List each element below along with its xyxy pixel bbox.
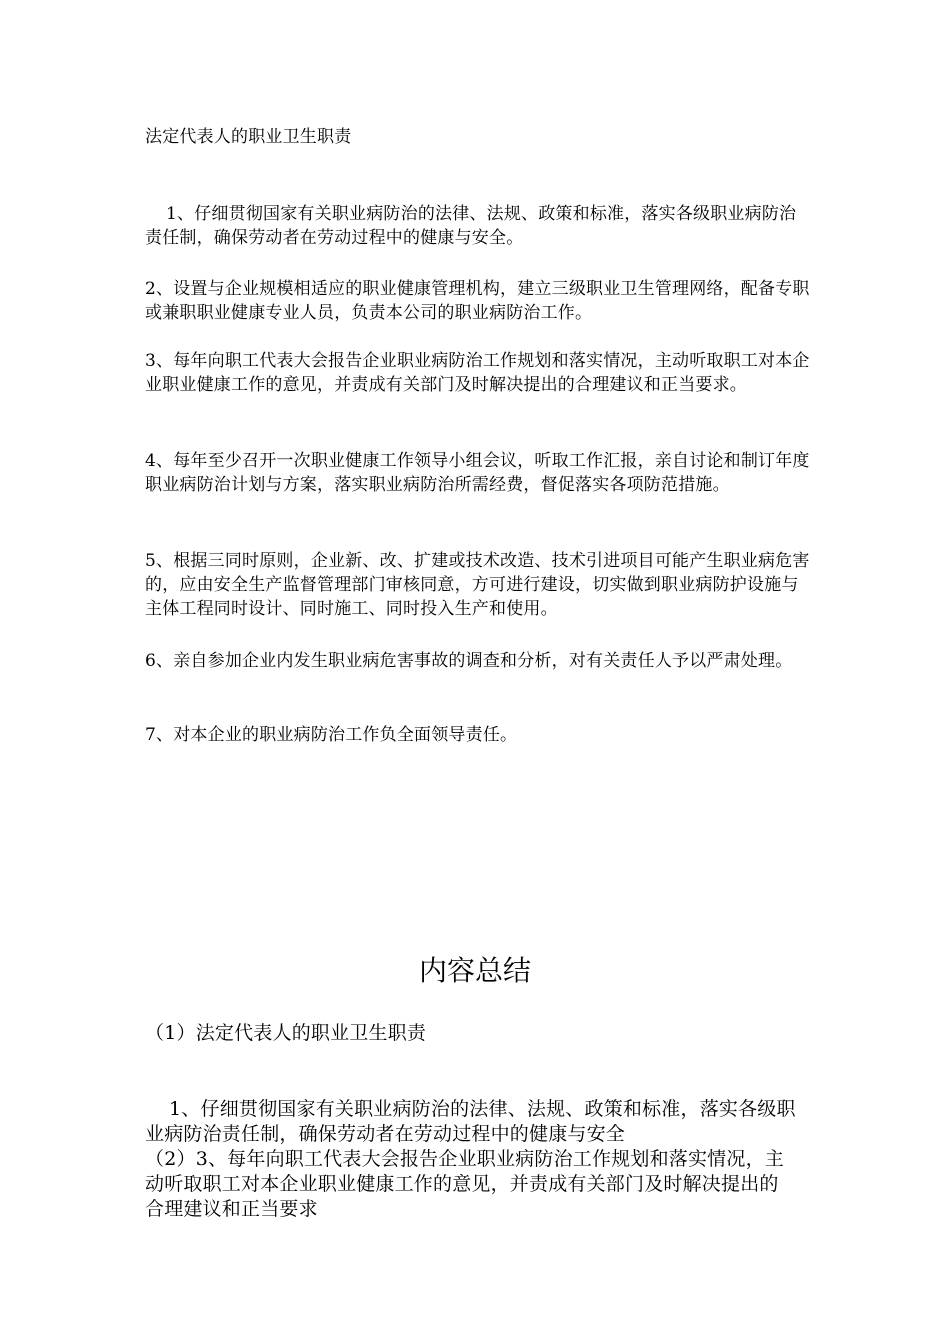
paragraph-3: 3、每年向职工代表大会报告企业职业病防治工作规划和落实情况，主动听取职工对本企业职业健康工作的意见，并责成有关部门及时解决提出的合理建议和正当要求。: [145, 351, 810, 395]
paragraph-6: 6、亲自参加企业内发生职业病危害事故的调查和分析，对有关责任人予以严肃处理。: [145, 651, 793, 671]
paragraph-2: 2、设置与企业规模相适应的职业健康管理机构，建立三级职业卫生管理网络，配备专职或兼职职业健康专业人员，负责本公司的职业病防治工作。: [145, 279, 810, 323]
summary-line-2: 1、仔细贯彻国家有关职业病防治的法律、法规、政策和标准，落实各级职业病防治责任制，确保劳动者在劳动过程中的健康与安全: [145, 1098, 796, 1145]
summary-heading: 内容总结: [418, 954, 531, 987]
paragraph-5: 5、根据三同时原则，企业新、改、扩建或技术改造、技术引进项目可能产生职业病危害的，应由安全生产监督管理部门审核同意，方可进行建设，切实做到职业病防护设施与主体工程同时设计、同时施工、同时投入生产和使用。: [145, 551, 810, 619]
summary-line-3: （2）3、每年向职工代表大会报告企业职业病防治工作规划和落实情况，主动听取职工对本企业职业健康工作的意见，并责成有关部门及时解决提出的合理建议和正当要求: [145, 1148, 784, 1220]
paragraph-1: 1、仔细贯彻国家有关职业病防治的法律、法规、政策和标准，落实各级职业病防治责任制，确保劳动者在劳动过程中的健康与安全。: [145, 204, 797, 248]
paragraph-4: 4、每年至少召开一次职业健康工作领导小组会议，听取工作汇报，亲自讨论和制订年度职业病防治计划与方案，落实职业病防治所需经费，督促落实各项防范措施。: [145, 451, 810, 495]
summary-line-1: （1）法定代表人的职业卫生职责: [145, 1022, 427, 1044]
paragraph-7: 7、对本企业的职业病防治工作负全面领导责任。: [145, 725, 518, 745]
document-title: 法定代表人的职业卫生职责: [145, 127, 352, 147]
